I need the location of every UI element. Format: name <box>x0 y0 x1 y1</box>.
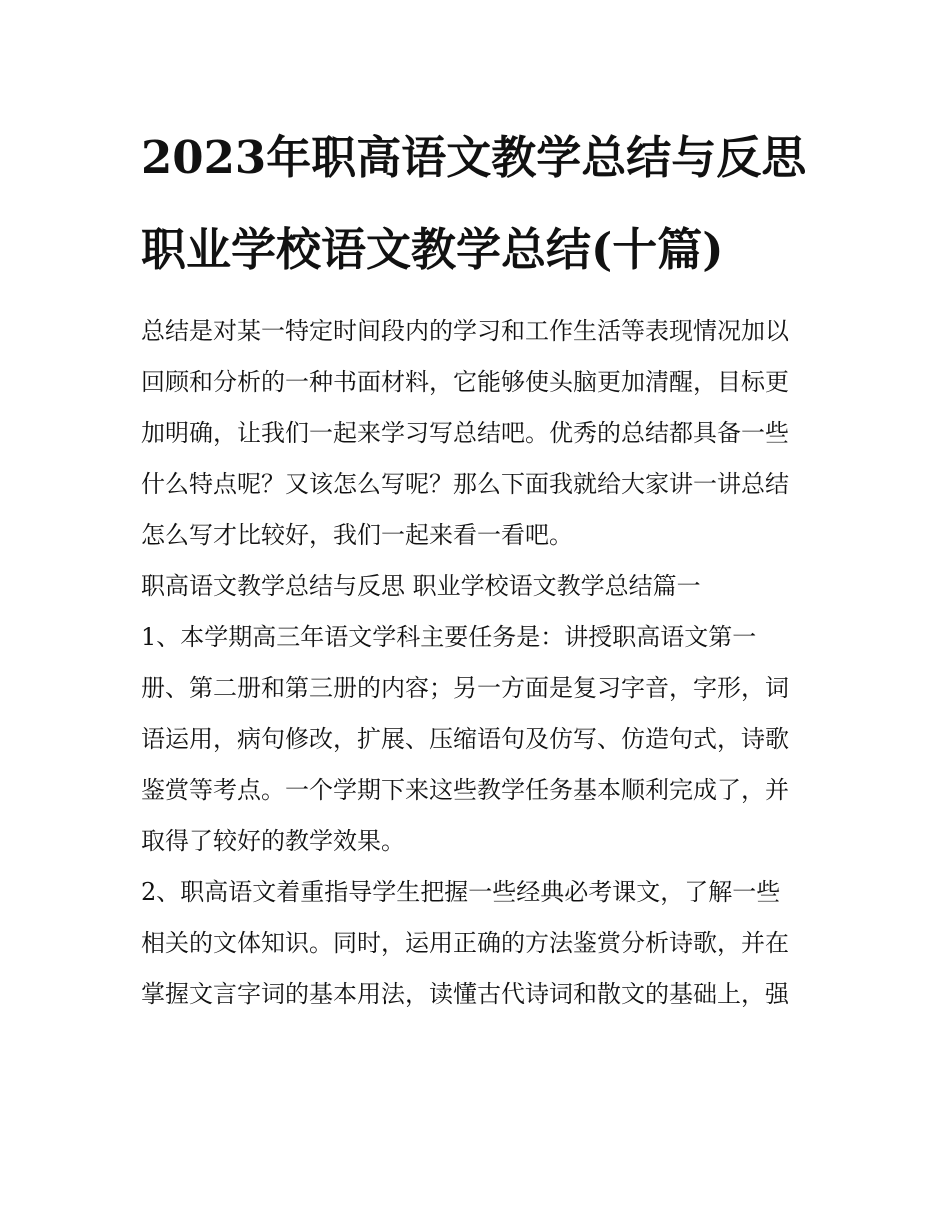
body-line: 语运用，病句修改，扩展、压缩语句及仿写、仿造句式，诗歌 <box>141 725 789 753</box>
body-line: 回顾和分析的一种书面材料，它能够使头脑更加清醒，目标更 <box>141 368 789 396</box>
body-line: 加明确，让我们一起来学习写总结吧。优秀的总结都具备一些 <box>141 419 789 447</box>
body-line: 2、职高语文着重指导学生把握一些经典必考课文，了解一些 <box>141 878 781 906</box>
body-line: 鉴赏等考点。一个学期下来这些教学任务基本顺利完成了，并 <box>141 776 789 804</box>
document-title: 2023年职高语文教学总结与反思 职业学校语文教学总结(十篇) <box>141 131 807 276</box>
section-heading: 职高语文教学总结与反思 职业学校语文教学总结篇一 <box>141 572 701 600</box>
body-line: 掌握文言字词的基本用法，读懂古代诗词和散文的基础上，强 <box>141 980 789 1008</box>
body-line: 相关的文体知识。同时，运用正确的方法鉴赏分析诗歌，并在 <box>141 929 789 957</box>
body-line: 总结是对某一特定时间段内的学习和工作生活等表现情况加以 <box>141 317 789 345</box>
document-body <box>141 306 813 1020</box>
body-line: 册、第二册和第三册的内容；另一方面是复习字音，字形，词 <box>141 674 789 702</box>
body-line: 1、本学期高三年语文学科主要任务是：讲授职高语文第一 <box>141 623 757 651</box>
document-page <box>141 112 813 1020</box>
body-line: 取得了较好的教学效果。 <box>141 827 405 855</box>
body-line: 怎么写才比较好，我们一起来看一看吧。 <box>141 521 573 549</box>
body-line: 什么特点呢？又该怎么写呢？那么下面我就给大家讲一讲总结 <box>141 470 789 498</box>
